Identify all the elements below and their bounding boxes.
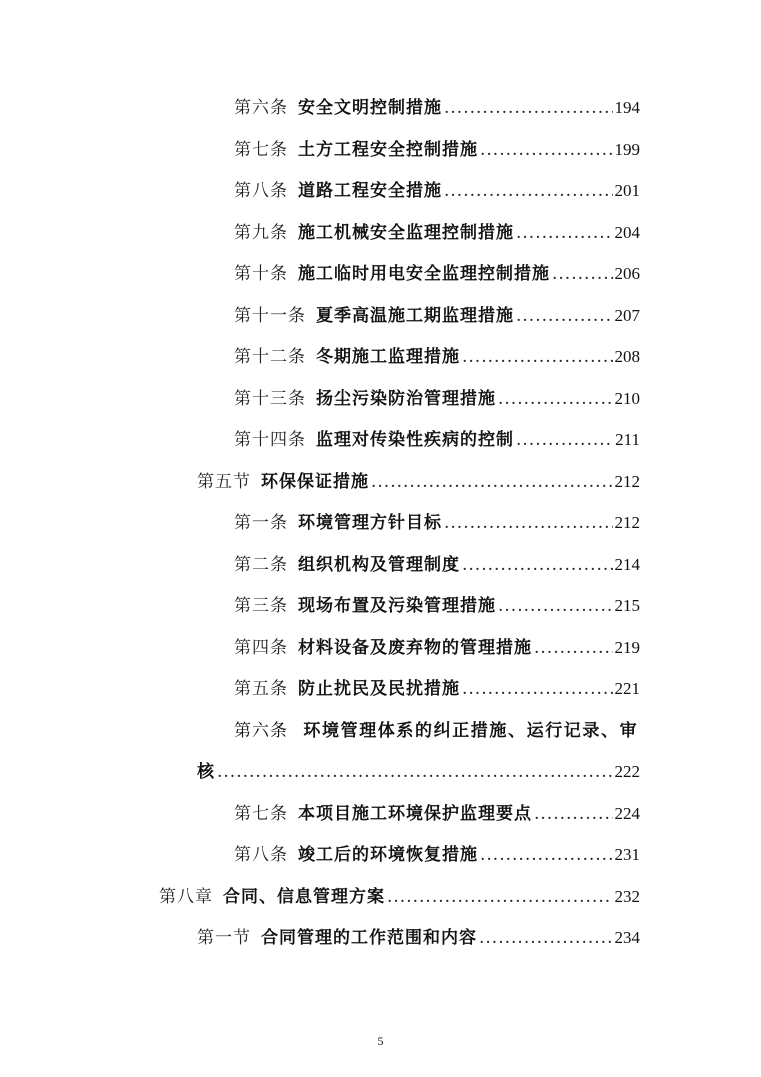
entry-page: 224 xyxy=(614,804,640,823)
entry-title: 监理对传染性疾病的控制 xyxy=(316,430,514,450)
dot-leader xyxy=(479,924,613,952)
entry-number: 第六条 xyxy=(234,98,288,118)
dot-leader xyxy=(516,426,613,454)
toc-section-entry[interactable] xyxy=(197,924,640,952)
entry-number: 第二条 xyxy=(234,555,288,575)
dot-leader xyxy=(534,800,613,828)
entry-title: 安全文明控制措施 xyxy=(298,98,442,118)
toc-section-entry[interactable] xyxy=(197,468,640,496)
entry-page: 214 xyxy=(614,555,640,574)
dot-leader xyxy=(217,758,613,786)
entry-title: 竣工后的环境恢复措施 xyxy=(298,845,478,865)
dot-leader xyxy=(534,634,613,662)
entry-number: 第十二条 xyxy=(234,347,306,367)
dot-leader xyxy=(516,302,613,330)
dot-leader xyxy=(552,260,613,288)
toc-entry-continuation[interactable] xyxy=(197,758,640,786)
entry-page: 212 xyxy=(614,513,640,532)
entry-number: 第十三条 xyxy=(234,389,306,409)
dot-leader xyxy=(498,592,613,620)
entry-number: 第八条 xyxy=(234,181,288,201)
entry-title: 环境管理体系的纠正措施、运行记录、审 xyxy=(303,721,639,741)
entry-title: 组织机构及管理制度 xyxy=(298,555,460,575)
entry-number: 第八条 xyxy=(234,845,288,865)
entry-number: 第十条 xyxy=(234,264,288,284)
entry-page: 206 xyxy=(614,264,640,283)
toc-entry[interactable] xyxy=(234,551,640,579)
entry-number: 第五条 xyxy=(234,679,288,699)
entry-title: 材料设备及废弃物的管理措施 xyxy=(298,638,532,658)
entry-page: 208 xyxy=(614,347,640,366)
entry-title: 防止扰民及民扰措施 xyxy=(298,679,460,699)
toc-entry[interactable] xyxy=(234,302,640,330)
entry-title: 夏季高温施工期监理措施 xyxy=(316,306,514,326)
toc-entry[interactable] xyxy=(234,385,640,413)
entry-page: 221 xyxy=(614,679,640,698)
entry-number: 第三条 xyxy=(234,596,288,616)
dot-leader xyxy=(462,551,613,579)
entry-page: 201 xyxy=(614,181,640,200)
entry-title: 道路工程安全措施 xyxy=(298,181,442,201)
toc-entry[interactable] xyxy=(234,260,640,288)
entry-page: 231 xyxy=(614,845,640,864)
entry-number: 第五节 xyxy=(197,472,251,492)
entry-title: 环境管理方针目标 xyxy=(298,513,442,533)
entry-number: 第一节 xyxy=(197,928,251,948)
toc-entry[interactable] xyxy=(234,675,640,703)
entry-title-continuation: 核 xyxy=(197,762,215,782)
entry-page: 211 xyxy=(615,430,640,449)
entry-page: 194 xyxy=(614,98,640,117)
entry-number: 第七条 xyxy=(234,804,288,824)
toc-entry[interactable] xyxy=(234,136,640,164)
entry-title: 扬尘污染防治管理措施 xyxy=(316,389,496,409)
toc-entry[interactable] xyxy=(234,426,640,454)
toc-entry[interactable] xyxy=(234,94,640,122)
entry-page: 210 xyxy=(614,389,640,408)
dot-leader xyxy=(480,841,613,869)
entry-number: 第九条 xyxy=(234,223,288,243)
toc-entry[interactable] xyxy=(234,509,640,537)
entry-page: 212 xyxy=(614,472,640,491)
entry-title: 合同管理的工作范围和内容 xyxy=(261,928,477,948)
entry-number: 第十一条 xyxy=(234,306,306,326)
page-number: 5 xyxy=(377,1034,384,1048)
entry-page: 232 xyxy=(614,887,640,906)
entry-page: 222 xyxy=(614,762,640,781)
entry-number: 第一条 xyxy=(234,513,288,533)
entry-number: 第十四条 xyxy=(234,430,306,450)
entry-page: 199 xyxy=(614,140,640,159)
entry-title: 土方工程安全控制措施 xyxy=(298,140,478,160)
toc-entry[interactable] xyxy=(234,219,640,247)
toc-entry[interactable] xyxy=(234,841,640,869)
dot-leader xyxy=(444,177,613,205)
toc-entry[interactable] xyxy=(234,177,640,205)
entry-page: 234 xyxy=(614,928,640,947)
dot-leader xyxy=(516,219,613,247)
toc-entry[interactable] xyxy=(234,343,640,371)
entry-number: 第八章 xyxy=(159,887,213,907)
entry-number: 第七条 xyxy=(234,140,288,160)
entry-title: 施工临时用电安全监理控制措施 xyxy=(298,264,550,284)
entry-title: 合同、信息管理方案 xyxy=(223,887,385,907)
dot-leader xyxy=(498,385,613,413)
entry-page: 207 xyxy=(614,306,640,325)
dot-leader xyxy=(444,509,613,537)
dot-leader xyxy=(444,94,613,122)
entry-title: 环保保证措施 xyxy=(261,472,369,492)
toc-chapter-entry[interactable] xyxy=(159,883,640,911)
toc-entry-wrapped-line[interactable] xyxy=(234,717,640,745)
entry-title: 施工机械安全监理控制措施 xyxy=(298,223,514,243)
dot-leader xyxy=(387,883,613,911)
dot-leader xyxy=(462,675,613,703)
dot-leader xyxy=(371,468,613,496)
entry-title: 现场布置及污染管理措施 xyxy=(298,596,496,616)
toc-entry[interactable] xyxy=(234,634,640,662)
entry-title: 冬期施工监理措施 xyxy=(316,347,460,367)
entry-page: 219 xyxy=(614,638,640,657)
dot-leader xyxy=(480,136,613,164)
toc-entry[interactable] xyxy=(234,800,640,828)
dot-leader xyxy=(462,343,613,371)
entry-page: 204 xyxy=(614,223,640,242)
entry-title: 本项目施工环境保护监理要点 xyxy=(298,804,532,824)
entry-page: 215 xyxy=(614,596,640,615)
toc-entry[interactable] xyxy=(234,592,640,620)
entry-number: 第四条 xyxy=(234,638,288,658)
entry-number: 第六条 xyxy=(234,721,288,741)
